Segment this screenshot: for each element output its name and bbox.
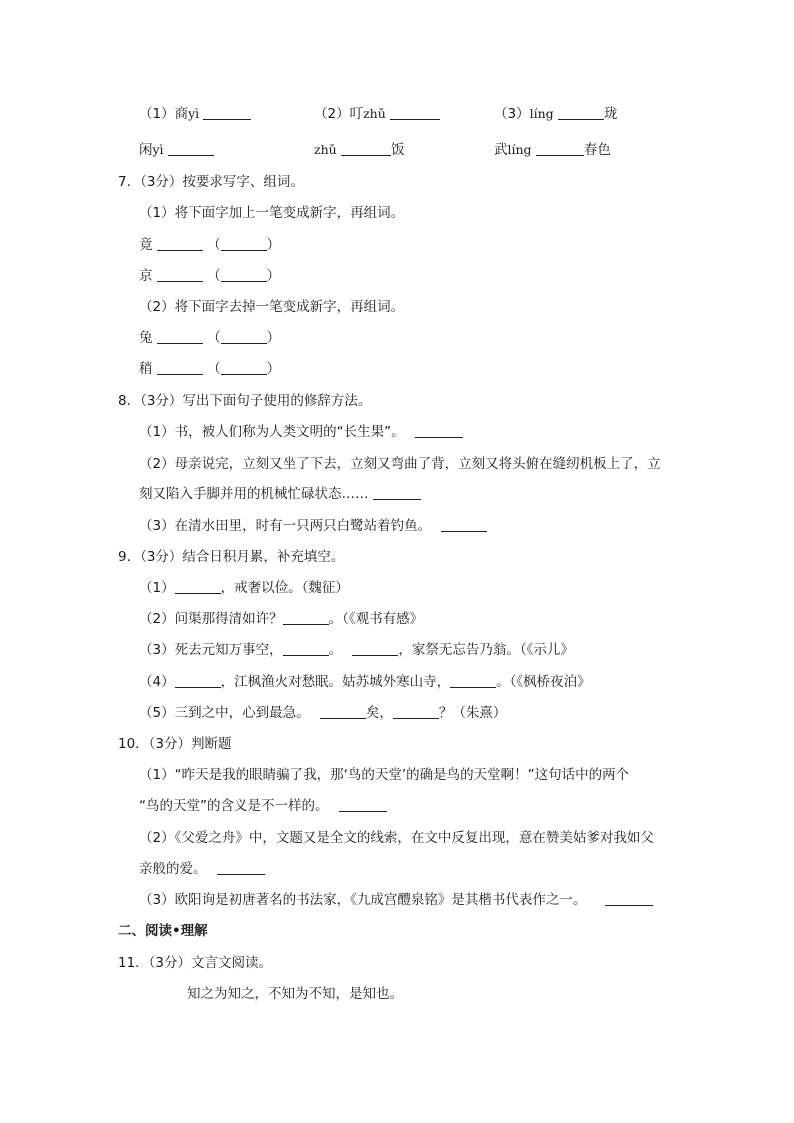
q7-row: 竟 （ ）	[139, 237, 281, 253]
answer-blank[interactable]	[605, 891, 653, 906]
q7-row: 兔 （ ）	[139, 330, 281, 346]
q8-item-2: （2）母亲说完，立刻又坐了下去，立刻又弯曲了背，立刻又将头俯在缝纫机板上了，立	[139, 456, 661, 472]
q6-item-1: （1）商yì	[139, 104, 251, 124]
q6-item-4: 闲yì	[139, 140, 214, 160]
q9-item-2: （2）问渠那得清如许？ 。（《观书有感》	[139, 611, 424, 627]
answer-blank[interactable]	[415, 423, 463, 438]
answer-blank[interactable]	[221, 267, 267, 282]
q8-item-3: （3）在清水田里，时有一只两只白鹭站着钓鱼。	[139, 516, 487, 536]
q10-item-1: （1）“昨天是我的眼睛骗了我，那‘鸟的天堂’的确是鸟的天堂啊！”这句话中的两个	[139, 767, 630, 783]
q9-item-4: （4） ，江枫渔火对愁眠。姑苏城外寒山寺， 。（《枫桥夜泊》	[139, 674, 591, 690]
q9-item-1: （1） ，戒奢以俭。（魏征）	[139, 580, 349, 596]
answer-blank[interactable]	[320, 704, 366, 719]
answer-blank[interactable]	[175, 579, 221, 594]
q10-item-3: （3）欧阳询是初唐著名的书法家，《九成宫醴泉铭》是其楷书代表作之一。	[139, 890, 653, 910]
q7-sub2: （2）将下面字去掉一笔变成新字，再组词。	[139, 299, 405, 315]
q9-title: 9．（3分）结合日积月累，补充填空。	[118, 549, 345, 565]
q11-title: 11．（3分）文言文阅读。	[118, 955, 273, 971]
q9-item-3: （3）死去元知万事空， 。 ，家祭无忘告乃翁。（《示儿》	[139, 642, 574, 658]
q11-text: 知之为知之，不知为不知，是知也。	[187, 986, 403, 1002]
q6-item-6: 武líng 春色	[494, 142, 611, 158]
answer-blank[interactable]	[168, 141, 214, 156]
answer-blank[interactable]	[283, 641, 329, 656]
answer-blank[interactable]	[221, 236, 267, 251]
answer-blank[interactable]	[536, 141, 584, 156]
answer-blank[interactable]	[390, 105, 440, 120]
q7-sub1: （1）将下面字加上一笔变成新字，再组词。	[139, 205, 405, 221]
answer-blank[interactable]	[441, 517, 487, 532]
q6-item-5: zhǔ 饭	[314, 142, 405, 158]
q6-item-2: （2）叮zhǔ	[314, 104, 440, 124]
answer-blank[interactable]	[352, 641, 398, 656]
q6-item-3: （3）líng 珑	[494, 106, 618, 122]
q10-item-2: （2）《父爱之舟》中，文题又是全文的线索，在文中反复出现，意在赞美姑爹对我如父	[139, 830, 654, 846]
answer-blank[interactable]	[339, 797, 387, 812]
section-heading: 二、阅读•理解	[118, 923, 208, 939]
answer-blank[interactable]	[341, 141, 391, 156]
answer-blank[interactable]	[203, 105, 251, 120]
q10-title: 10．（3分）判断题	[118, 736, 232, 752]
answer-blank[interactable]	[157, 236, 203, 251]
q8-title: 8．（3分）写出下面句子使用的修辞方法。	[118, 393, 372, 409]
answer-blank[interactable]	[373, 485, 421, 500]
q9-item-5: （5）三到之中，心到最急。 矣， ？（朱熹）	[139, 705, 507, 721]
answer-blank[interactable]	[450, 673, 496, 688]
q7-row: 稍 （ ）	[139, 361, 281, 377]
answer-blank[interactable]	[157, 329, 203, 344]
answer-blank[interactable]	[221, 329, 267, 344]
q10-item-2-cont: 亲般的爱。	[139, 859, 265, 879]
q7-row: 京 （ ）	[139, 268, 281, 284]
answer-blank[interactable]	[217, 860, 265, 875]
answer-blank[interactable]	[175, 673, 221, 688]
q10-item-1-cont: “鸟的天堂”的含义是不一样的。	[139, 796, 387, 816]
q8-item-1: （1）书，被人们称为人类文明的“长生果”。	[139, 422, 463, 442]
answer-blank[interactable]	[221, 360, 267, 375]
answer-blank[interactable]	[558, 105, 604, 120]
answer-blank[interactable]	[157, 360, 203, 375]
answer-blank[interactable]	[283, 610, 329, 625]
answer-blank[interactable]	[393, 704, 439, 719]
answer-blank[interactable]	[157, 267, 203, 282]
q7-title: 7．（3分）按要求写字、组词。	[118, 174, 304, 190]
q8-item-2-cont: 刻又陷入手脚并用的机械忙碌状态……	[139, 484, 421, 504]
